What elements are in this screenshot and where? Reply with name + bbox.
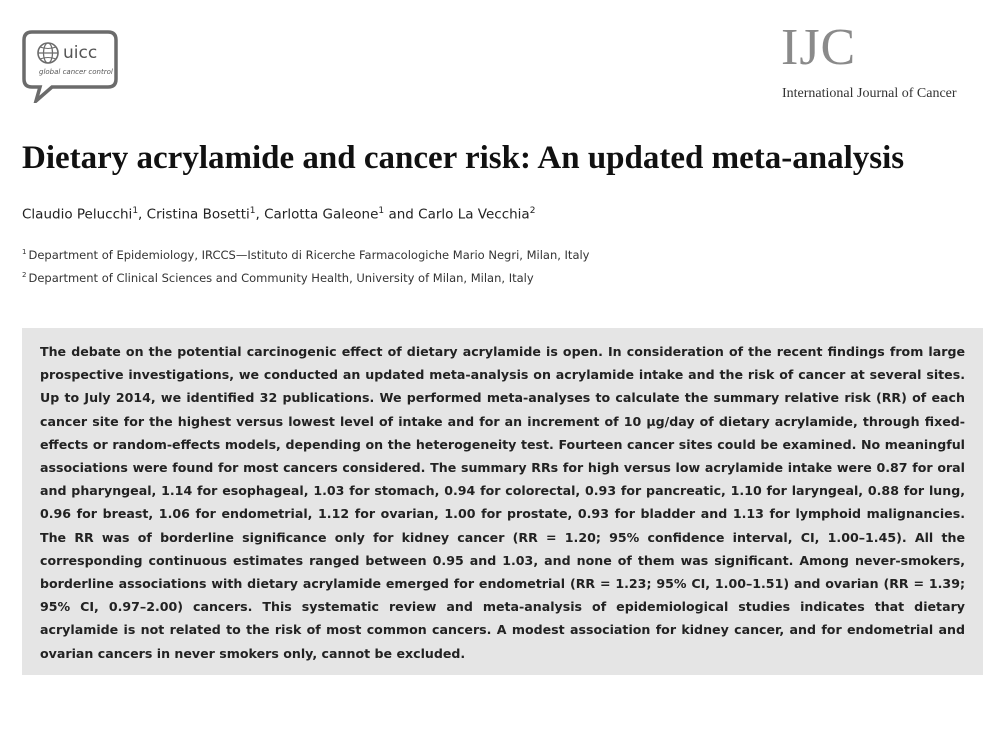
author-separator: ,	[138, 206, 147, 223]
author-affiliation-mark: 1	[132, 206, 139, 216]
author-affiliation-mark: 1	[249, 206, 256, 216]
abstract-box	[22, 328, 983, 675]
author-separator: ,	[255, 206, 265, 223]
logo-wordmark: uicc	[63, 43, 98, 63]
affiliation-text: Department of Epidemiology, IRCCS—Istituto di Ricerche Farmacologiche Mario Negri, Milan, Italy	[28, 247, 590, 262]
abstract-text: The debate on the potential carcinogenic effect of dietary acrylamide is open. In consideration of the recent findings from large prospective investigations, we conducted an updated meta-analysis on acrylamide intake and the risk of cancer at several sites. Up to July 2014, we identified 32 publications. We performed meta-analyses to calculate the summary relative risk (RR) of each cancer site for the highest versus lowest level of intake and for an increment of 10 μg/day of dietary acrylamide, through fixed-effects or random-effects models, depending on the heterogeneity test. Fourteen cancer sites could be examined. No meaningful associations were found for most cancers considered. The summary RRs for high versus low acrylamide intake were 0.87 for oral and pharyngeal, 1.14 for esophageal, 1.03 for stomach, 0.94 for colorectal, 0.93 for pancreatic, 1.10 for laryngeal, 0.88 for lung, 0.96 for breast, 1.06 for endometrial, 1.12 for ovarian, 1.00 for prostate, 0.93 for bladder and 1.13 for lymphoid malignancies. The RR was of borderline significance only for kidney cancer (RR = 1.20; 95% confidence interval, CI, 1.00–1.45). All the corresponding continuous estimates ranged between 0.95 and 1.03, and none of them was significant. Among never-smokers, borderline associations with dietary acrylamide emerged for endometrial (RR = 1.23; 95% CI, 1.00–1.51) and ovarian (RR = 1.39; 95% CI, 0.97–2.00) cancers. This systematic review and meta-analysis of epidemiological studies indicates that dietary acrylamide is not related to the risk of most common cancers. A modest association for kidney cancer, and for endometrial and ovarian cancers in never smokers only, cannot be excluded.	[40, 344, 965, 661]
globe-icon	[38, 43, 58, 63]
affiliation-list	[22, 242, 590, 288]
logo-tagline: global cancer control	[39, 68, 113, 76]
author-list	[22, 206, 535, 223]
affiliation-number: 2	[22, 270, 27, 279]
author-affiliation-mark: 1	[378, 206, 385, 216]
author-name: Claudio Pelucchi	[22, 206, 133, 223]
affiliation-number: 1	[22, 248, 27, 256]
author-name: Carlotta Galeone	[264, 206, 379, 223]
article-title: Dietary acrylamide and cancer risk: An updated meta-analysis	[22, 140, 905, 176]
speech-bubble-icon	[22, 29, 118, 103]
author-separator: and	[384, 206, 419, 223]
author-affiliation-mark: 2	[529, 206, 536, 216]
affiliation	[22, 242, 590, 265]
author-name: Carlo La Vecchia	[418, 206, 530, 223]
affiliation	[22, 265, 590, 288]
author-name: Cristina Bosetti	[146, 206, 250, 223]
uicc-logo	[22, 29, 118, 103]
journal-abbr: IJC	[781, 19, 857, 76]
affiliation-text: Department of Clinical Sciences and Community Health, University of Milan, Milan, Italy	[28, 270, 534, 285]
journal-name: International Journal of Cancer	[782, 86, 957, 101]
